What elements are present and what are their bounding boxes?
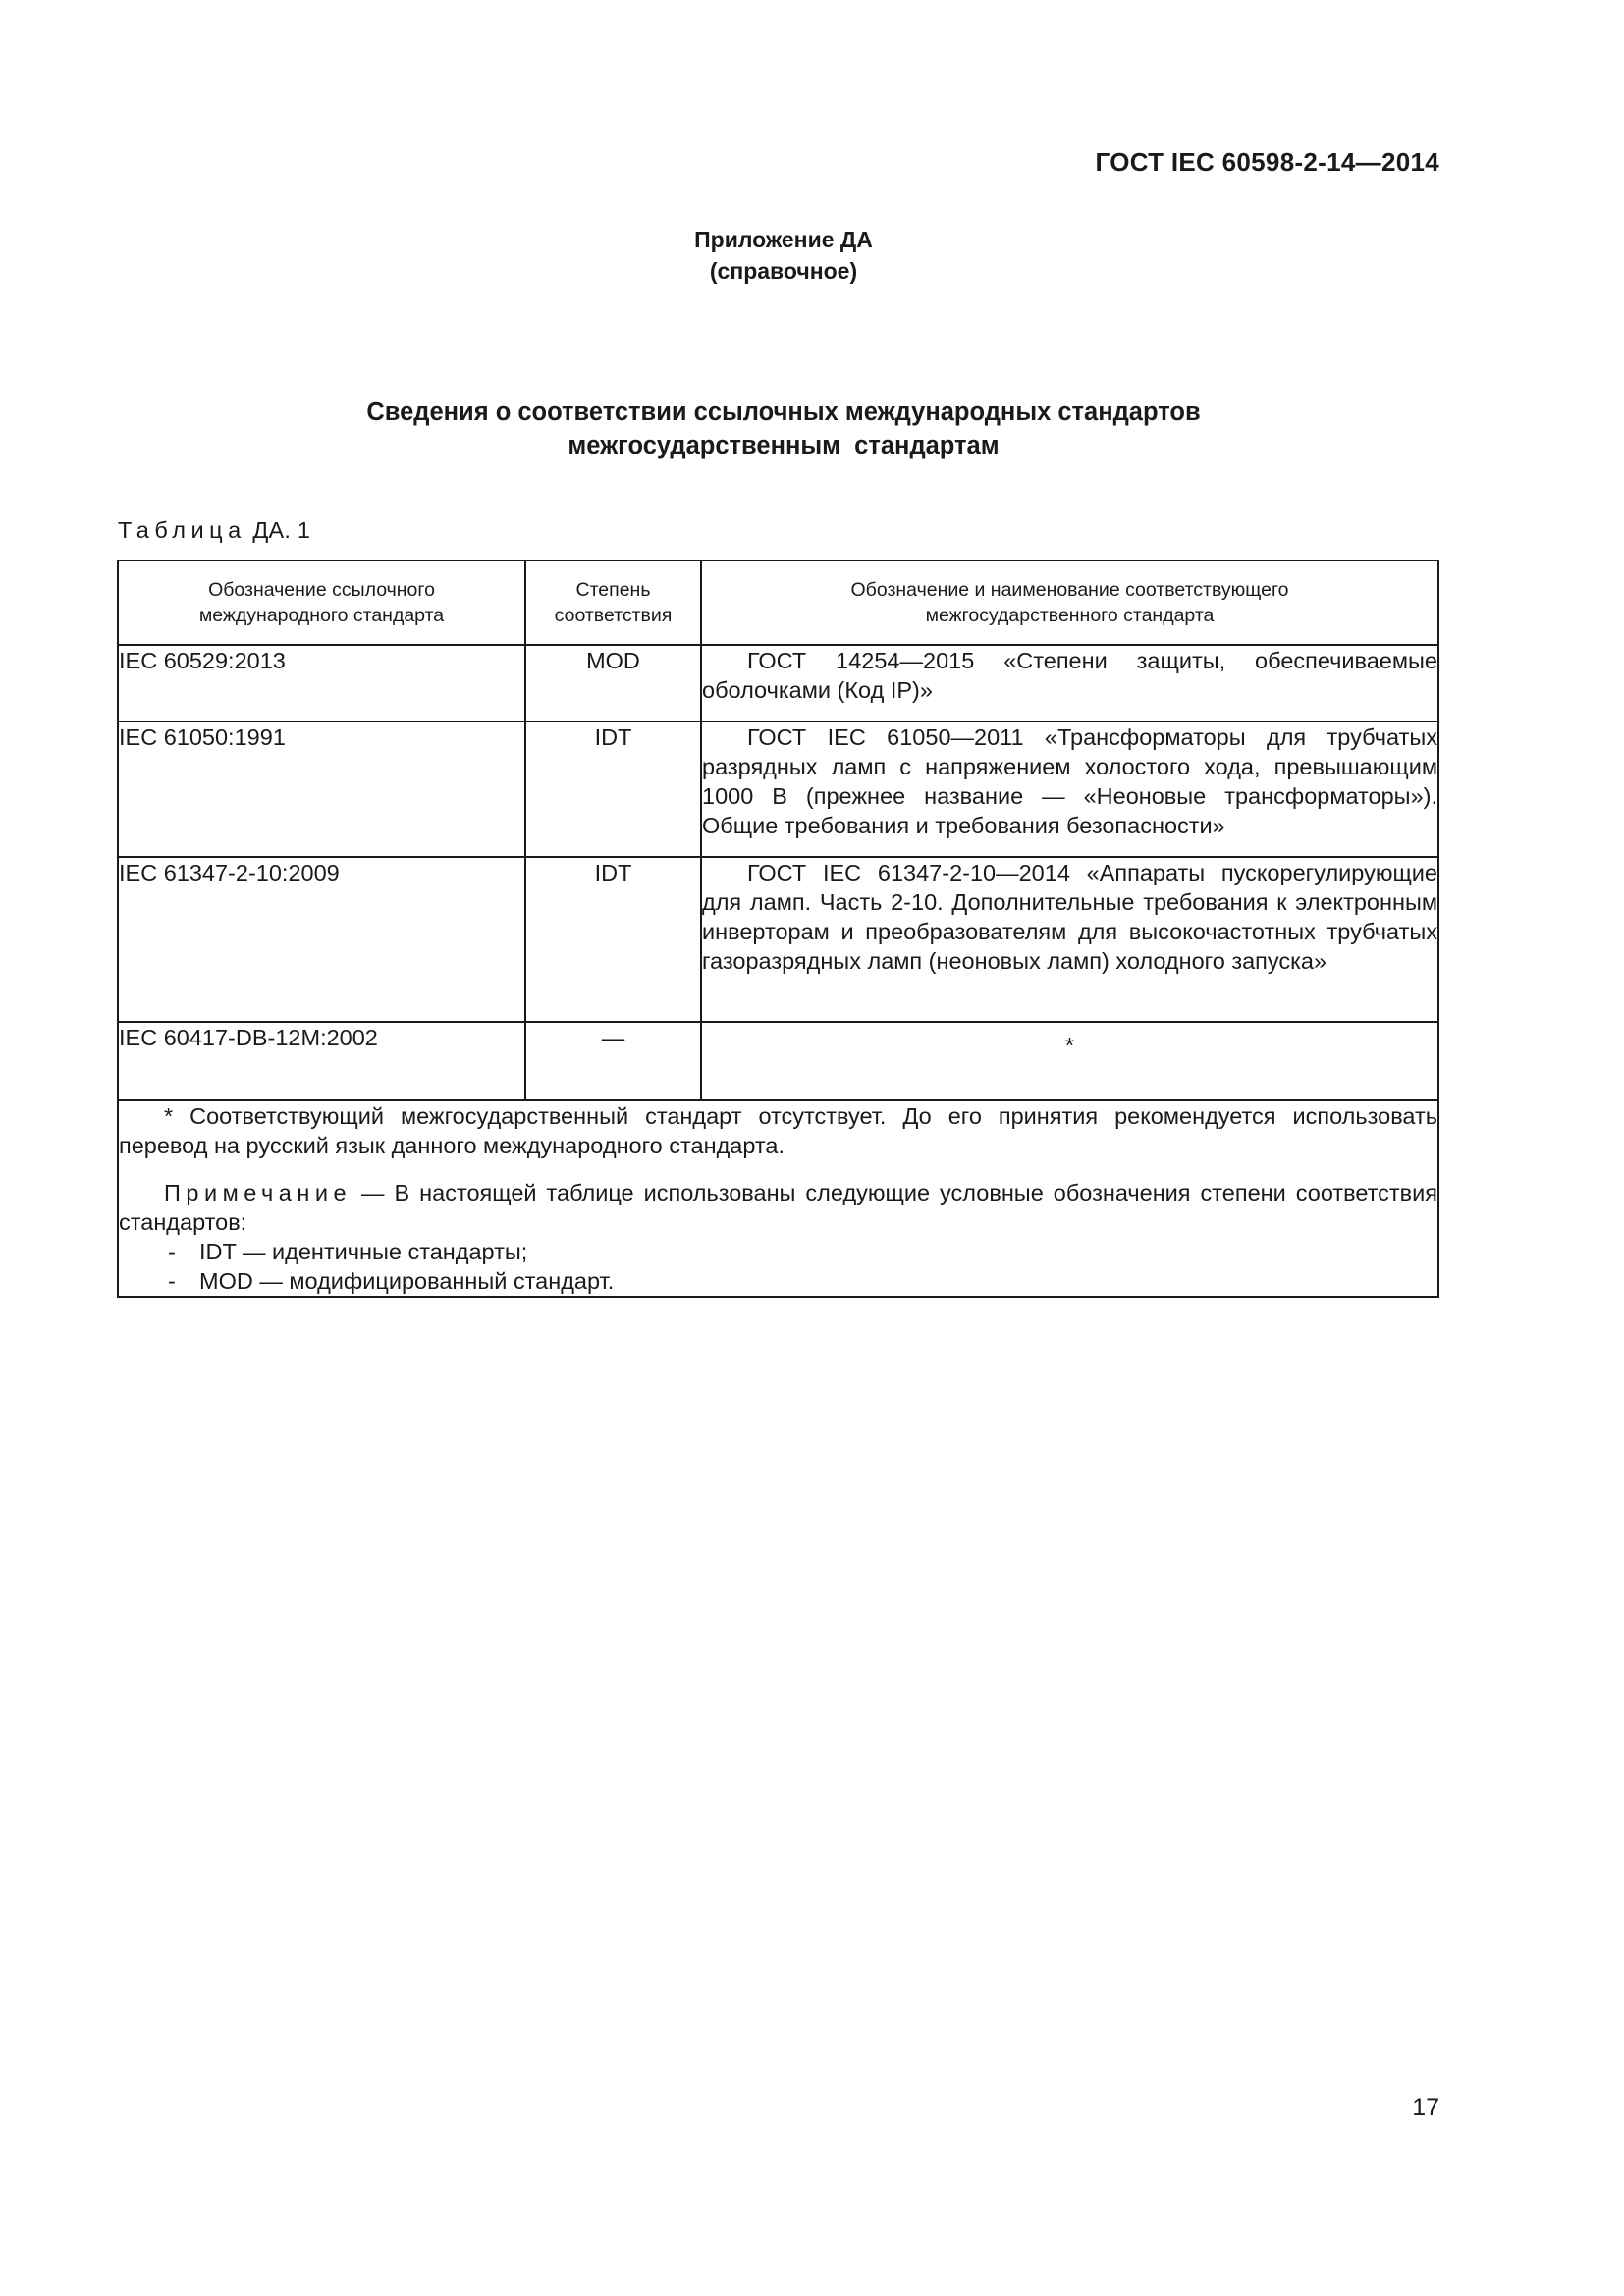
- table-row: [118, 857, 1438, 1022]
- section-title-line-2: межгосударственным стандартам: [568, 432, 1000, 459]
- list-marker: -: [168, 1239, 176, 1264]
- note-item-text: IDT — идентичные стандарты;: [199, 1239, 528, 1264]
- table-caption-number: ДА. 1: [252, 517, 311, 543]
- section-title-line-1: Сведения о соответствии ссылочных международных стандартов: [366, 399, 1201, 426]
- table-notes: [118, 1100, 1438, 1297]
- note-item-text: MOD — модифицированный стандарт.: [199, 1268, 615, 1294]
- reference-cell: IEC 60529:2013: [118, 645, 525, 721]
- header-col1-line2: международного стандарта: [198, 605, 445, 626]
- reference-cell: IEC 61347-2-10:2009: [118, 857, 525, 1022]
- standard-name-cell: *: [701, 1022, 1438, 1100]
- note-text: — В настоящей таблице использованы следующие условные обозначения степени соответствия стандартов:: [119, 1180, 1437, 1235]
- annex-title: Приложение ДА: [694, 227, 873, 252]
- header-col3-line2: межгосударственного стандарта: [925, 605, 1215, 626]
- correspondence-table: [117, 560, 1439, 1298]
- table-caption: [118, 517, 310, 544]
- annex-heading: [0, 224, 1567, 287]
- standard-name-cell: ГОСТ IEC 61347-2-10—2014 «Аппараты пускорегулирующие для ламп. Часть 2-10. Дополнительные требования к электронным инверторам и преобразователям для высокочастотных трубчатых газоразрядных ламп (неоновых ламп) холодного запуска»: [701, 857, 1438, 1022]
- table-footnote: * Соответствующий межгосударственный стандарт отсутствует. До его принятия рекомендуется использовать перевод на русский язык данного международного стандарта.: [119, 1103, 1437, 1158]
- table-row: [118, 645, 1438, 721]
- standard-name-cell: ГОСТ 14254—2015 «Степени защиты, обеспечиваемые оболочками (Код IP)»: [701, 645, 1438, 721]
- page-number: 17: [1412, 2094, 1439, 2121]
- document-code: ГОСТ IEC 60598-2-14—2014: [1095, 147, 1439, 177]
- header-reference-standard: [118, 561, 525, 645]
- table-caption-label: Таблица: [118, 517, 246, 543]
- degree-cell: —: [525, 1022, 701, 1100]
- table-row: [118, 1022, 1438, 1100]
- header-interstate-standard: [701, 561, 1438, 645]
- section-heading: [0, 396, 1567, 462]
- reference-cell: IEC 61050:1991: [118, 721, 525, 857]
- header-col3-line1: Обозначение и наименование соответствующего: [850, 579, 1289, 601]
- reference-cell: IEC 60417-DB-12M:2002: [118, 1022, 525, 1100]
- standard-name-cell: ГОСТ IEC 61050—2011 «Трансформаторы для трубчатых разрядных ламп с напряжением холостого хода, превышающим 1000 В (прежнее название — «Неоновые трансформаторы»). Общие требования и требования безопасности»: [701, 721, 1438, 857]
- degree-cell: IDT: [525, 857, 701, 1022]
- note-list-item: [119, 1266, 1437, 1296]
- table-notes-row: [118, 1100, 1438, 1297]
- header-col1-line1: Обозначение ссылочного: [208, 579, 435, 601]
- degree-cell: IDT: [525, 721, 701, 857]
- header-col2-line1: Степень: [575, 579, 651, 601]
- table-note: [119, 1178, 1437, 1237]
- annex-subtitle: (справочное): [709, 258, 858, 284]
- list-marker: -: [168, 1268, 176, 1294]
- degree-cell: MOD: [525, 645, 701, 721]
- note-list-item: [119, 1237, 1437, 1266]
- header-col2-line2: соответствия: [554, 605, 673, 626]
- header-degree: [525, 561, 701, 645]
- table-header-row: [118, 561, 1438, 645]
- note-label: Примечание: [164, 1180, 352, 1205]
- table-row: [118, 721, 1438, 857]
